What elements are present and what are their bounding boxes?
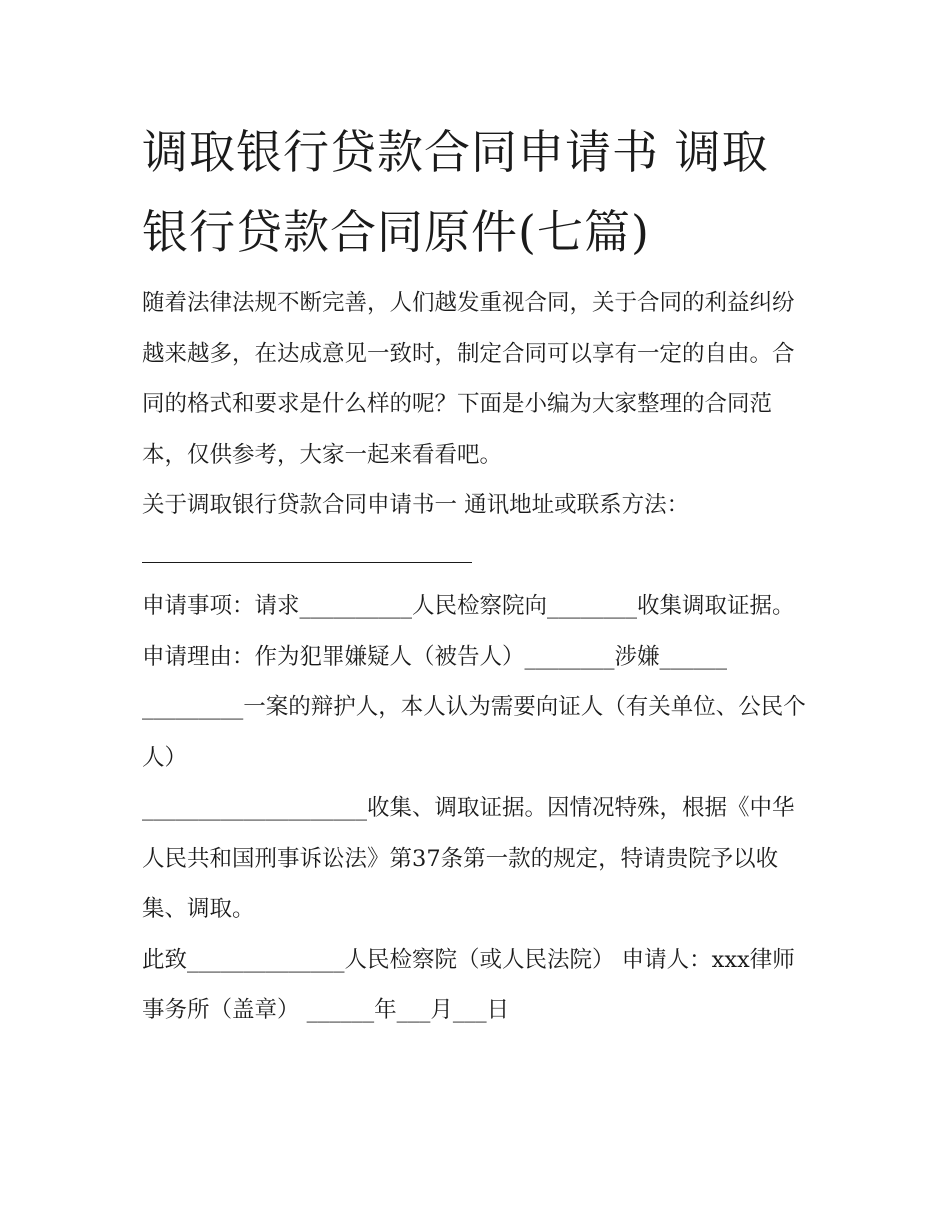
collection-basis-paragraph: ____________________收集、调取证据。因情况特殊，根据《中华人民共和国刑事诉讼法》第37条第一款的规定，特请贵院予以收集、调取。 <box>142 795 795 922</box>
intro-paragraph: 随着法律法规不断完善，人们越发重视合同，关于合同的利益纠纷越来越多，在达成意见一致时，制定合同可以享有一定的自由。合同的格式和要求是什么样的呢？下面是小编为大家整理的合同范本，仅供参考，大家一起来看看吧。 <box>142 290 795 468</box>
application-matter-paragraph: 申请事项：请求__________人民检察院向________收集调取证据。 <box>142 593 795 619</box>
document-title: 调取银行贷款合同申请书 调取银行贷款合同原件(七篇) <box>142 125 769 259</box>
blank-rule <box>142 542 472 563</box>
contact-blank-line <box>142 531 814 582</box>
closing-signature-paragraph: 此致______________人民检察院（或人民法院） 申请人：xxx律师事务所（盖章） ______年___月___日 <box>142 946 795 1023</box>
document-page <box>142 112 814 1036</box>
section-heading-contact: 关于调取银行贷款合同申请书一 通讯地址或联系方法： <box>142 492 690 518</box>
application-reason-paragraph: 申请理由：作为犯罪嫌疑人（被告人）________涉嫌______ _________一案的辩护人，本人认为需要向证人（有关单位、公民个人） <box>142 643 806 771</box>
